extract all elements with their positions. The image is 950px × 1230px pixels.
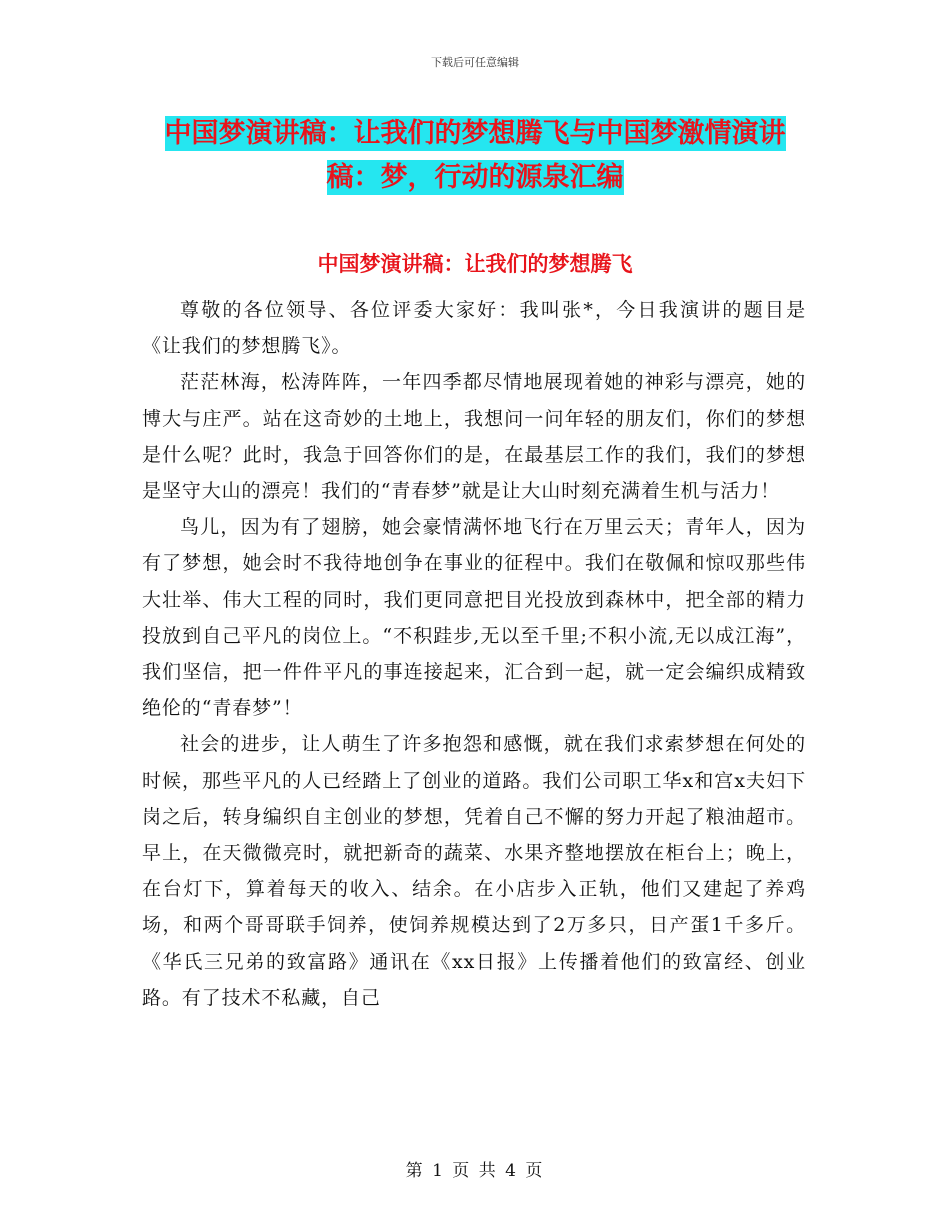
paragraph-4: 社会的进步，让人萌生了许多抱怨和感慨，就在我们求索梦想在何处的时候，那些平凡的人已经踏上了创业的道路。我们公司职工华x和宫x夫妇下岗之后，转身编织自主创业的梦想，凭着自己不懈的努力开起了粮油超市。早上，在天微微亮时，就把新奇的蔬菜、水果齐整地摆放在柜台上；晚上，在台灯下，算着每天的收入、结余。在小店步入正轨，他们又建起了养鸡场，和两个哥哥联手饲养，使饲养规模达到了2万多只，日产蛋1千多斤。《华氏三兄弟的致富路》通讯在《xx日报》上传播着他们的致富经、创业路。有了技术不私藏，自己: [142, 733, 806, 1009]
body-text: [142, 292, 806, 1016]
header-note: 下载后可任意编辑: [431, 56, 519, 69]
paragraph-2: 茫茫林海，松涛阵阵，一年四季都尽情地展现着她的神彩与漂亮，她的博大与庄严。站在这奇妙的土地上，我想问一问年轻的朋友们，你们的梦想是什么呢？此时，我急于回答你们的是，在最基层工作的我们，我们的梦想是坚守大山的漂亮！我们的“青春梦”就是让大山时刻充满着生机与活力！: [142, 371, 806, 503]
document-title: [120, 112, 830, 200]
section-title: 中国梦演讲稿：让我们的梦想腾飞: [317, 252, 633, 276]
document-title-line-2: 稿：梦，行动的源泉汇编: [326, 162, 624, 193]
paragraph-3: 鸟儿，因为有了翅膀，她会豪情满怀地飞行在万里云天；青年人，因为有了梦想，她会时不我待地创争在事业的征程中。我们在敬佩和惊叹那些伟大壮举、伟大工程的同时，我们更同意把目光投放到森林中，把全部的精力投放到自己平凡的岗位上。“不积跬步,无以至千里;不积小流,无以成江海”，我们坚信，把一件件平凡的事连接起来，汇合到一起，就一定会编织成精致绝伦的“青春梦”！: [142, 516, 806, 720]
page-footer: 第 1 页 共 4 页: [405, 1161, 545, 1181]
document-title-line-1: 中国梦演讲稿：让我们的梦想腾飞与中国梦激情演讲: [164, 118, 786, 149]
paragraph-1: 尊敬的各位领导、各位评委大家好：我叫张*，今日我演讲的题目是《让我们的梦想腾飞》。: [142, 299, 806, 358]
